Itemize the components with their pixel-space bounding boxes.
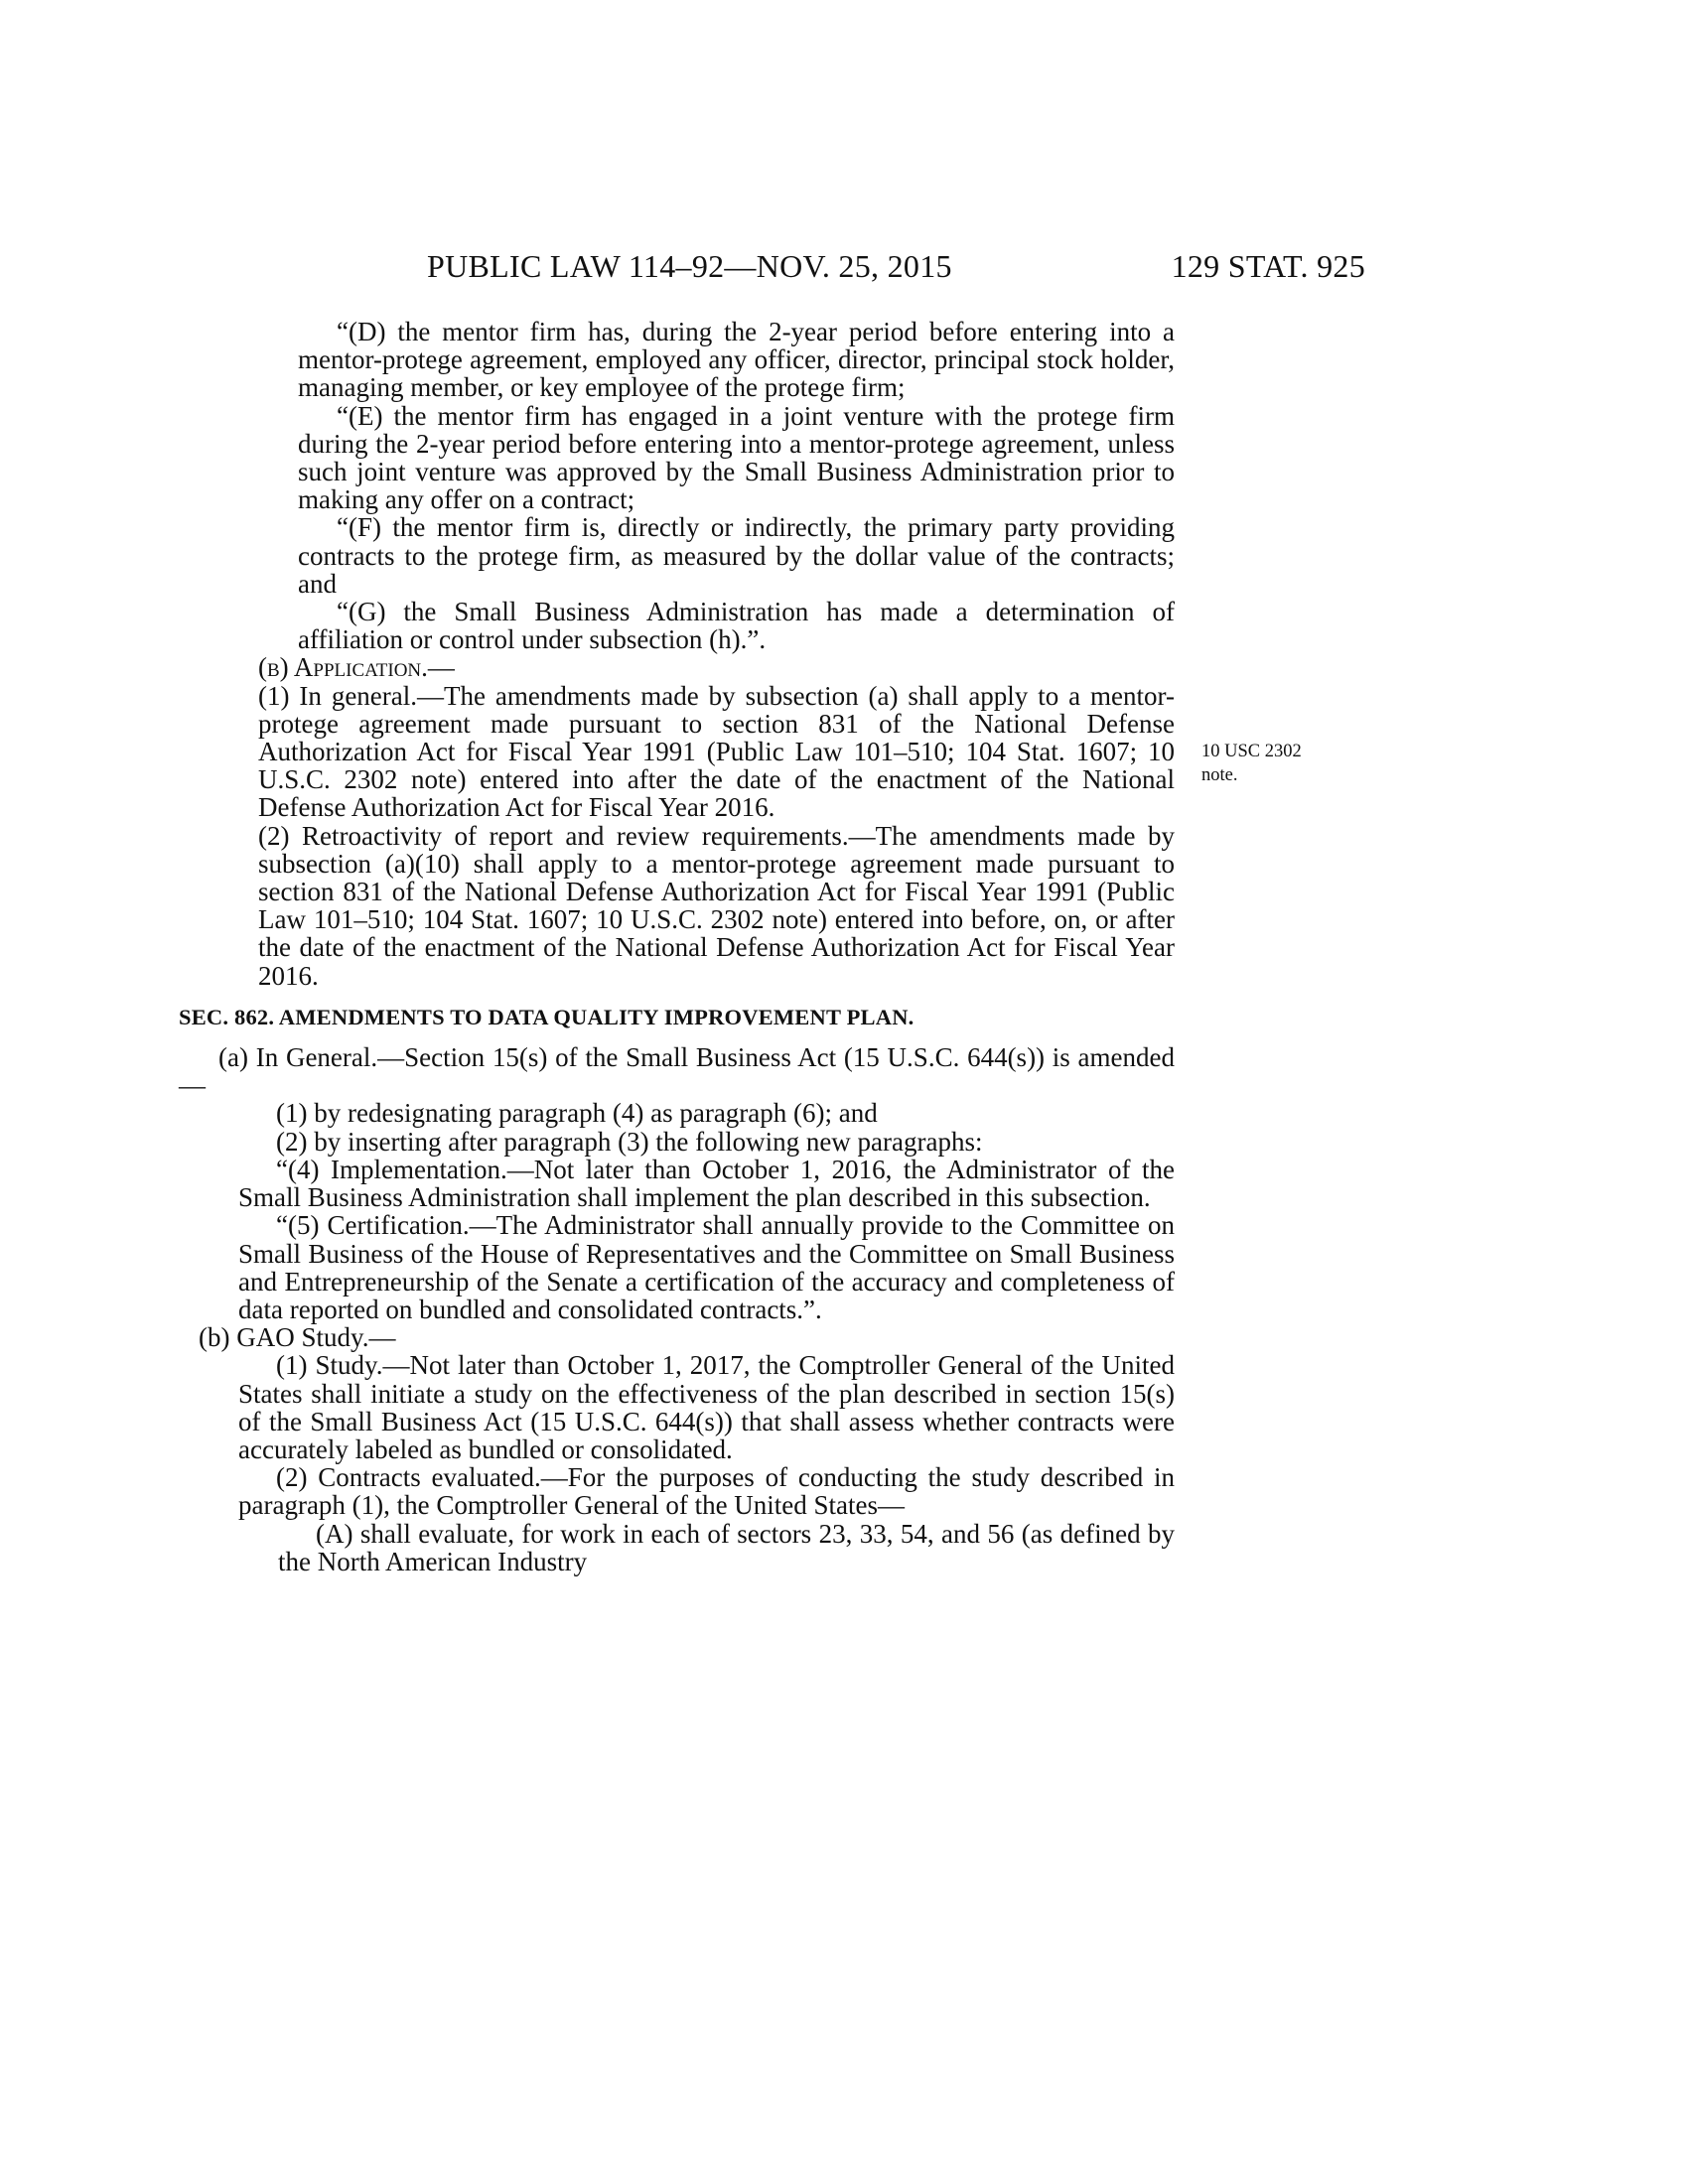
paragraph-gA: (A) shall evaluate, for work in each of sectors 23, 33, 54, and 56 (as defined by the North American Industry <box>278 1518 1175 1576</box>
section-862-heading: SEC. 862. AMENDMENTS TO DATA QUALITY IMPROVEMENT PLAN. <box>179 1004 914 1029</box>
subsection-a-general: (a) In General.—Section 15(s) of the Small Business Act (15 U.S.C. 644(s)) is amended— <box>179 1042 1175 1101</box>
paragraph-q5: “(5) Certification.—The Administrator shall annually provide to the Committee on Small Business of the House of Representatives and the Committee on Small Business and Entrepreneurship of the Senate a certification of the accuracy and completeness of data reported on bundled and consolidated contracts.”. <box>238 1210 1175 1324</box>
paragraph-d: “(D) the mentor firm has, during the 2-year period before entering into a mentor-protege agreement, employed any officer, director, principal stock holder, managing member, or key employee of the protege firm; <box>298 317 1175 403</box>
margin-note-suffix: note. <box>1201 765 1238 785</box>
paragraph-g: “(G) the Small Business Administration has made a determination of affiliation or control under subsection (h).”. <box>298 597 1175 655</box>
subsection-b-gao-study: (b) GAO Study.— <box>199 1322 396 1353</box>
paragraph-g2: (2) Contracts evaluated.—For the purposes of conducting the study described in paragraph (1), the Comptroller General of the United States— <box>238 1462 1175 1521</box>
margin-note-citation: 10 USC 2302 <box>1201 742 1302 761</box>
paragraph-q4: “(4) Implementation.—Not later than October 1, 2016, the Administrator of the Small Business Administration shall implement the plan described in this subsection. <box>238 1154 1175 1213</box>
subsection-b-application: (b) Application.— <box>258 652 455 683</box>
paragraph-e: “(E) the mentor firm has engaged in a joint venture with the protege firm during the 2-year period before entering into a mentor-protege agreement, unless such joint venture was approved by the Small Business Administration prior to making any offer on a contract; <box>298 400 1175 515</box>
header-public-law: PUBLIC LAW 114–92—NOV. 25, 2015 <box>427 248 952 284</box>
header-stat-page: 129 STAT. 925 <box>1171 248 1365 284</box>
paragraph-a1: (1) by redesignating paragraph (4) as paragraph (6); and <box>276 1098 878 1129</box>
paragraph-g1: (1) Study.—Not later than October 1, 2017, the Comptroller General of the United States shall initiate a study on the effectiveness of the plan described in section 15(s) of the Small Business Act (15 U.S.C. 644(s)) that shall assess whether contracts were accurately labeled as bundled or consolidated. <box>238 1350 1175 1464</box>
running-header <box>427 248 1365 292</box>
paragraph-b1: (1) In general.—The amendments made by subsection (a) shall apply to a mentor-protege agreement made pursuant to section 831 of the National Defense Authorization Act for Fiscal Year 1991 (Public Law 101–510; 104 Stat. 1607; 10 U.S.C. 2302 note) entered into after the date of the enactment of the National Defense Authorization Act for Fiscal Year 2016. <box>258 680 1175 823</box>
paragraph-b2: (2) Retroactivity of report and review requirements.—The amendments made by subsection (a)(10) shall apply to a mentor-protege agreement made pursuant to section 831 of the National Defense Authorization Act for Fiscal Year 1991 (Public Law 101–510; 104 Stat. 1607; 10 U.S.C. 2302 note) entered into before, on, or after the date of the enactment of the National Defense Authorization Act for Fiscal Year 2016. <box>258 820 1175 991</box>
margin-note <box>1201 740 1302 787</box>
paragraph-a2: (2) by inserting after paragraph (3) the following new paragraphs: <box>276 1126 983 1157</box>
paragraph-f: “(F) the mentor firm is, directly or indirectly, the primary party providing contracts to the protege firm, as measured by the dollar value of the contracts; and <box>298 512 1175 599</box>
statute-body <box>179 317 1175 1576</box>
